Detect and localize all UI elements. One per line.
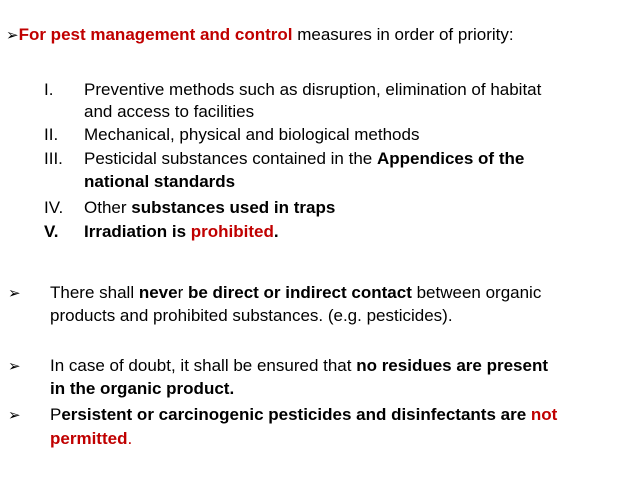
list-item-emphasis: Irradiation is <box>84 222 191 241</box>
list-item-text: Mechanical, physical and biological methods <box>84 125 420 144</box>
arrow-bullet-icon: ➢ <box>8 406 21 424</box>
heading-line <box>6 24 514 46</box>
list-number: I. <box>44 80 54 99</box>
arrow-bullet-icon: ➢ <box>6 26 19 44</box>
bullet-text: r <box>177 283 188 302</box>
bullet-text: products and prohibited substances. (e.g. pesticides). <box>50 306 453 325</box>
arrow-bullet-icon: ➢ <box>8 284 21 302</box>
list-number: IV. <box>44 198 64 217</box>
bullet-emphasis: no residues are present <box>356 356 549 375</box>
bullet-emphasis: in the organic product. <box>50 379 235 398</box>
not-emphasis: not <box>530 405 558 424</box>
list-number: V. <box>44 222 59 241</box>
list-item-text: Other <box>84 198 132 217</box>
bullet-text: between organic <box>411 283 542 302</box>
list-item-line <box>84 197 335 219</box>
arrow-bullet-icon: ➢ <box>8 357 21 375</box>
list-item-text: and access to facilities <box>84 102 255 121</box>
list-item-text: Preventive methods such as disruption, elimination of habitat <box>84 80 542 99</box>
bullet-text: In case of doubt, it shall be ensured that <box>50 356 357 375</box>
heading-emphasis: For pest management and control <box>18 25 293 44</box>
list-number: II. <box>44 125 59 144</box>
bullet-emphasis: ersistent or carcinogenic pesticides and disinfectants are <box>61 405 531 424</box>
bullet-line <box>50 282 541 304</box>
prohibited-emphasis: prohibited <box>190 222 274 241</box>
bullet-line <box>50 355 548 377</box>
list-number: III. <box>44 149 63 168</box>
bullet-text: P <box>50 405 62 424</box>
heading-text: measures in order of priority: <box>292 25 514 44</box>
bullet-text: There shall <box>50 283 139 302</box>
list-item-line <box>84 221 279 243</box>
bullet-line <box>50 428 132 450</box>
bullet-emphasis: be direct or indirect contact <box>187 283 412 302</box>
list-item-line <box>84 148 524 170</box>
bullet-line <box>50 404 557 426</box>
list-item-emphasis: national standards <box>84 172 236 191</box>
bullet-period: . <box>127 429 133 448</box>
list-item-period: . <box>273 222 279 241</box>
list-item-emphasis: Appendices of the <box>376 149 525 168</box>
permitted-emphasis: permitted <box>50 429 128 448</box>
list-item-text: Pesticidal substances contained in the <box>84 149 377 168</box>
bullet-emphasis: neve <box>138 283 178 302</box>
list-item-emphasis: substances used in traps <box>131 198 336 217</box>
